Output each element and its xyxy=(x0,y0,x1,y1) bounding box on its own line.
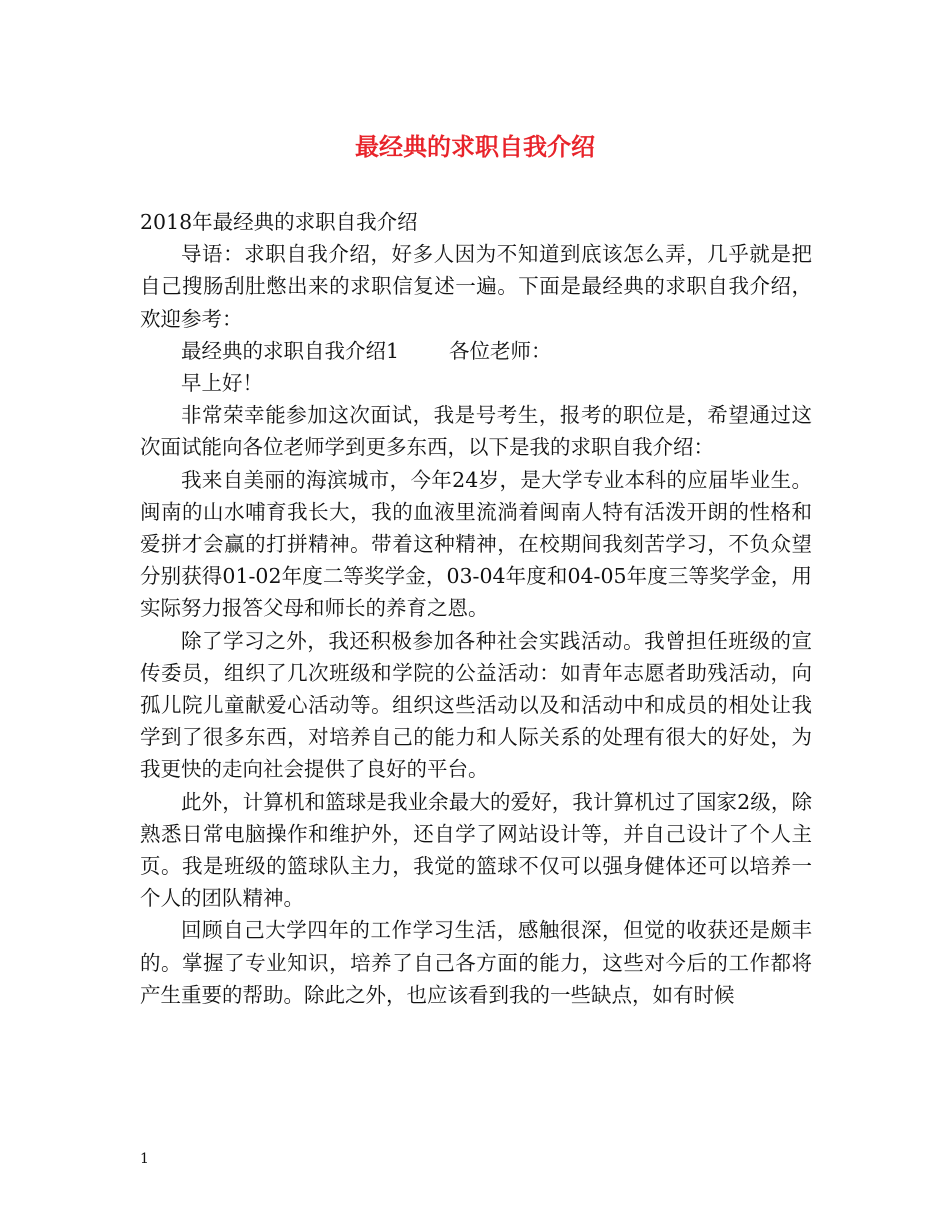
body-paragraph: 除了学习之外，我还积极参加各种社会实践活动。我曾担任班级的宣传委员，组织了几次班级和学院的公益活动：如青年志愿者助残活动，向孤儿院儿童献爱心活动等。组织这些活动以及和活动中和成员的相处让我学到了很多东西，对培养自己的能力和人际关系的处理有很大的好处，为我更快的走向社会提供了良好的平台。 xyxy=(140,628,812,782)
salutation: 各位老师： xyxy=(449,338,552,363)
document-subtitle: 2018年最经典的求职自我介绍 xyxy=(140,210,418,234)
document-body xyxy=(140,206,812,1011)
section-heading-line xyxy=(140,335,812,367)
intro-paragraph: 导语：求职自我介绍，好多人因为不知道到底该怎么弄，几乎就是把自己搜肠刮肚憋出来的求职信复述一遍。下面是最经典的求职自我介绍，欢迎参考： xyxy=(140,242,812,331)
body-paragraph: 我来自美丽的海滨城市，今年24岁，是大学专业本科的应届毕业生。闽南的山水哺育我长大，我的血液里流淌着闽南人特有活泼开朗的性格和爱拼才会赢的打拼精神。带着这种精神，在校期间我刻苦学习，不负众望分别获得01-02年度二等奖学金，03-04年度和04-05年度三等奖学金，用实际努力报答父母和师长的养育之恩。 xyxy=(140,467,812,621)
body-paragraph: 回顾自己大学四年的工作学习生活，感触很深，但觉的收获还是颇丰的。掌握了专业知识，培养了自己各方面的能力，这些对今后的工作都将产生重要的帮助。除此之外，也应该看到我的一些缺点，如有时候 xyxy=(140,918,812,1007)
section-heading: 最经典的求职自我介绍1 xyxy=(181,338,400,363)
page-title: 最经典的求职自我介绍 xyxy=(355,132,595,161)
body-paragraph: 此外，计算机和篮球是我业余最大的爱好，我计算机过了国家2级，除熟悉日常电脑操作和维护外，还自学了网站设计等，并自己设计了个人主页。我是班级的篮球队主力，我觉的篮球不仅可以强身健体还可以培养一个人的团队精神。 xyxy=(140,789,812,911)
greeting: 早上好！ xyxy=(181,371,263,396)
body-paragraph: 非常荣幸能参加这次面试，我是号考生，报考的职位是，希望通过这次面试能向各位老师学到更多东西，以下是我的求职自我介绍： xyxy=(140,403,812,460)
page-number: 1 xyxy=(140,1151,149,1167)
